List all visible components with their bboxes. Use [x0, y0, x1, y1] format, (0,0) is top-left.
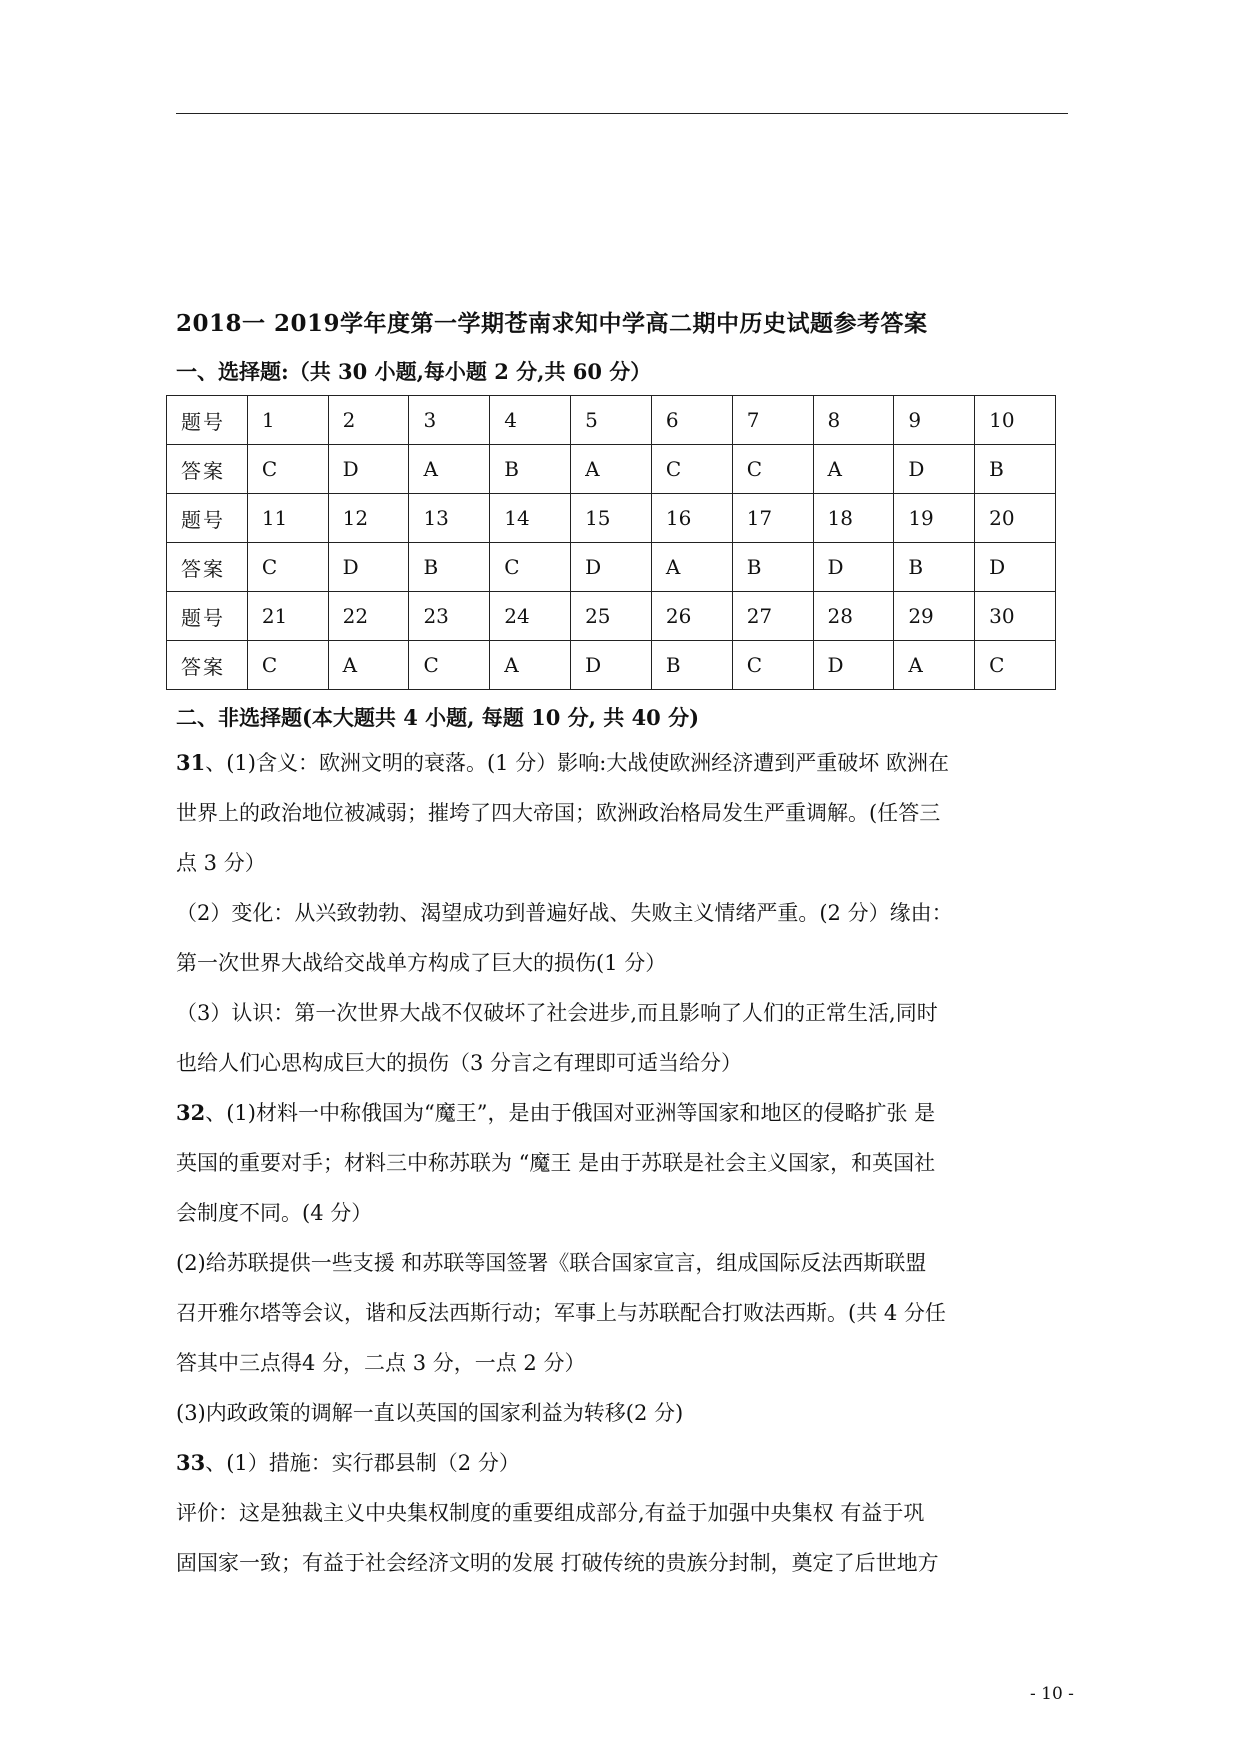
- q33-line: 评价：这是独裁主义中央集权制度的重要组成部分,有益于加强中央集权 有益于巩: [176, 1501, 925, 1525]
- q31-line: 也给人们心思构成巨大的损伤（3 分言之有理即可适当给分）: [176, 1051, 743, 1075]
- table-cell: D: [813, 543, 894, 592]
- section2-heading: 二、非选择题(本大题共 4 小题, 每题 10 分, 共 40 分): [176, 705, 700, 730]
- table-cell: 25: [571, 592, 652, 641]
- table-cell: 2: [328, 396, 409, 445]
- table-cell: 29: [894, 592, 975, 641]
- q32-line: (2)给苏联提供一些支援 和苏联等国签署《联合国家宣言，组成国际反法西斯联盟: [176, 1251, 927, 1275]
- table-cell: 16: [651, 494, 732, 543]
- table-cell: 12: [328, 494, 409, 543]
- table-row-question-numbers: [167, 494, 1056, 543]
- q32-line: 英国的重要对手；材料三中称苏联为 “魔王 是由于苏联是社会主义国家，和英国社: [176, 1151, 936, 1175]
- table-cell: 26: [651, 592, 732, 641]
- q31-line: 世界上的政治地位被减弱；摧垮了四大帝国；欧洲政治格局发生严重调解。(任答三: [176, 801, 941, 825]
- table-cell: D: [571, 543, 652, 592]
- table-cell: B: [732, 543, 813, 592]
- table-cell: 8: [813, 396, 894, 445]
- section1-heading: 一、选择题:（共 30 小题,每小题 2 分,共 60 分）: [176, 359, 652, 384]
- table-cell: C: [247, 543, 328, 592]
- table-cell: 6: [651, 396, 732, 445]
- table-cell: 23: [409, 592, 490, 641]
- table-cell: D: [571, 641, 652, 690]
- table-cell: C: [732, 641, 813, 690]
- table-cell: 18: [813, 494, 894, 543]
- table-row-answers: [167, 641, 1056, 690]
- table-cell: C: [732, 445, 813, 494]
- table-cell: D: [894, 445, 975, 494]
- table-cell: 13: [409, 494, 490, 543]
- page-title: 2018一 2019学年度第一学期苍南求知中学高二期中历史试题参考答案: [176, 310, 928, 337]
- q33-line: 固国家一致；有益于社会经济文明的发展 打破传统的贵族分封制，奠定了后世地方: [176, 1551, 939, 1575]
- table-row-question-numbers: [167, 592, 1056, 641]
- table-cell: 28: [813, 592, 894, 641]
- table-cell: C: [247, 445, 328, 494]
- q31-text: 、(1)含义：欧洲文明的衰落。(1 分）影响:大战使欧洲经济遭到严重破坏 欧洲在: [205, 751, 949, 775]
- table-cell: 22: [328, 592, 409, 641]
- table-cell: C: [490, 543, 571, 592]
- table-cell: 14: [490, 494, 571, 543]
- q32-line: 会制度不同。(4 分）: [176, 1201, 373, 1225]
- table-cell: B: [490, 445, 571, 494]
- answer-table: [166, 395, 1056, 690]
- q33-line: [176, 1438, 1076, 1488]
- table-cell: B: [409, 543, 490, 592]
- table-row-header: 题号: [167, 396, 248, 445]
- table-cell: C: [651, 445, 732, 494]
- table-cell: 19: [894, 494, 975, 543]
- table-cell: 3: [409, 396, 490, 445]
- table-row-answers: [167, 445, 1056, 494]
- table-row-header: 答案: [167, 445, 248, 494]
- table-cell: C: [409, 641, 490, 690]
- table-row-answers: [167, 543, 1056, 592]
- page-number: - 10 -: [1030, 1684, 1074, 1704]
- table-cell: 9: [894, 396, 975, 445]
- table-row-header: 答案: [167, 543, 248, 592]
- answers-body: [176, 738, 1076, 1588]
- table-row-header: 题号: [167, 592, 248, 641]
- table-row-header: 答案: [167, 641, 248, 690]
- question-number: 32: [176, 1100, 206, 1125]
- table-cell: 15: [571, 494, 652, 543]
- table-cell: 10: [975, 396, 1056, 445]
- table-cell: B: [651, 641, 732, 690]
- table-cell: 4: [490, 396, 571, 445]
- table-cell: B: [975, 445, 1056, 494]
- table-cell: C: [975, 641, 1056, 690]
- question-number: 33: [176, 1450, 206, 1475]
- table-cell: 27: [732, 592, 813, 641]
- table-cell: A: [571, 445, 652, 494]
- table-cell: 7: [732, 396, 813, 445]
- table-cell: C: [247, 641, 328, 690]
- table-cell: 21: [247, 592, 328, 641]
- table-cell: B: [894, 543, 975, 592]
- table-cell: A: [409, 445, 490, 494]
- table-cell: A: [894, 641, 975, 690]
- table-cell: D: [975, 543, 1056, 592]
- q31-line: [176, 738, 1076, 788]
- table-cell: A: [490, 641, 571, 690]
- table-cell: 20: [975, 494, 1056, 543]
- q31-line: 第一次世界大战给交战单方构成了巨大的损伤(1 分）: [176, 951, 667, 975]
- q31-line: （2）变化：从兴致勃勃、渴望成功到普遍好战、失败主义情绪严重。(2 分）缘由：: [176, 901, 953, 925]
- q32-line: (3)内政政策的调解一直以英国的国家利益为转移(2 分): [176, 1401, 684, 1425]
- table-cell: 1: [247, 396, 328, 445]
- table-row-question-numbers: [167, 396, 1056, 445]
- table-row-header: 题号: [167, 494, 248, 543]
- q32-line: 召开雅尔塔等会议，谐和反法西斯行动；军事上与苏联配合打败法西斯。(共 4 分任: [176, 1301, 946, 1325]
- table-cell: D: [328, 543, 409, 592]
- q31-line: （3）认识：第一次世界大战不仅破坏了社会进步,而且影响了人们的正常生活,同时: [176, 1001, 938, 1025]
- table-cell: D: [328, 445, 409, 494]
- table-cell: 24: [490, 592, 571, 641]
- q32-line: [176, 1088, 1076, 1138]
- q31-line: 点 3 分）: [176, 851, 266, 875]
- table-cell: A: [813, 445, 894, 494]
- header-rule: [176, 113, 1068, 114]
- question-number: 31: [176, 750, 206, 775]
- q32-line: 答其中三点得4 分，二点 3 分，一点 2 分）: [176, 1351, 586, 1375]
- table-cell: A: [651, 543, 732, 592]
- q32-text: 、(1)材料一中称俄国为“魔王”，是由于俄国对亚洲等国家和地区的侵略扩张 是: [205, 1101, 936, 1125]
- table-cell: 5: [571, 396, 652, 445]
- q33-text: 、(1）措施：实行郡县制（2 分）: [205, 1451, 520, 1475]
- table-cell: 17: [732, 494, 813, 543]
- table-cell: 30: [975, 592, 1056, 641]
- table-cell: D: [813, 641, 894, 690]
- table-cell: 11: [247, 494, 328, 543]
- table-cell: A: [328, 641, 409, 690]
